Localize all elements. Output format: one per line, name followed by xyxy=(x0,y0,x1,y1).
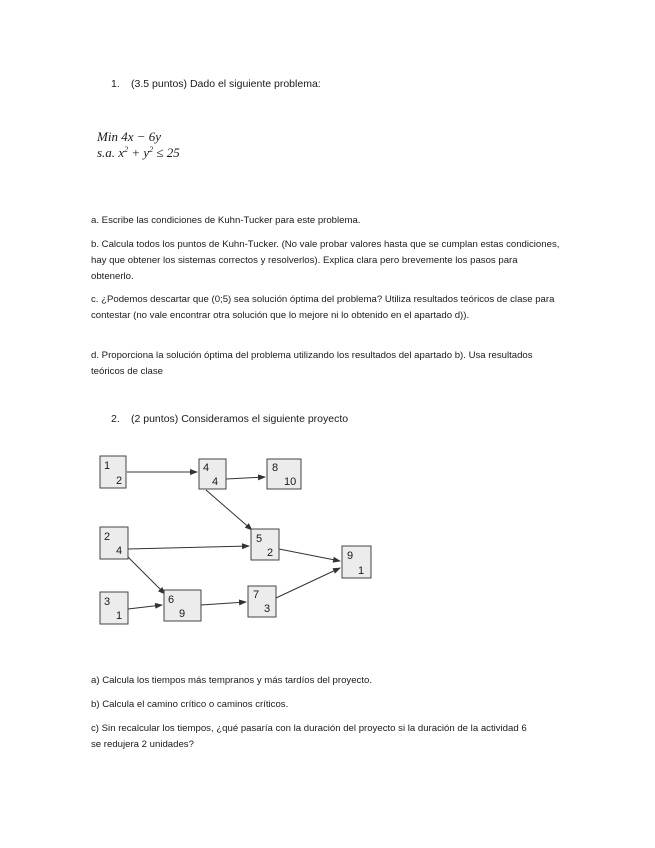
constraint-x-exponent: 2 xyxy=(124,145,129,154)
edge-2-5 xyxy=(128,546,249,549)
node-7-id: 7 xyxy=(253,589,260,601)
node-8-duration: 10 xyxy=(284,476,297,488)
constraint-x: x xyxy=(118,145,125,160)
question-1-number: 1. xyxy=(111,78,120,90)
node-2-duration: 4 xyxy=(116,545,123,557)
node-1-id: 1 xyxy=(104,460,111,472)
node-2 xyxy=(100,527,128,559)
node-8 xyxy=(267,459,301,489)
question-2-part-a: a) Calcula los tiempos más tempranos y más tardíos del proyecto. xyxy=(91,675,373,686)
node-6 xyxy=(164,590,201,621)
question-1-heading: (3.5 puntos) Dado el siguiente problema: xyxy=(131,78,321,90)
edge-3-6 xyxy=(128,605,162,609)
constraint-label: s.a. xyxy=(97,145,116,160)
edge-2-6 xyxy=(128,557,165,594)
objective-expression: 4x − 6y xyxy=(121,129,162,144)
node-9 xyxy=(342,546,371,578)
question-1-part-b: b. Calcula todos los puntos de Kuhn-Tucker. (No vale probar valores hasta que se cumplan estas condiciones, hay que obtener los sistemas correctos y resolverlos). Explica clara pero brevemente los pasos para obtenerlo. xyxy=(91,239,560,282)
node-4-duration: 4 xyxy=(212,476,219,488)
node-7-duration: 3 xyxy=(264,603,271,615)
network-edges xyxy=(127,472,340,609)
node-5-id: 5 xyxy=(256,533,263,545)
node-3 xyxy=(100,592,128,624)
question-2-part-b: b) Calcula el camino crítico o caminos críticos. xyxy=(91,699,289,710)
node-8-id: 8 xyxy=(272,462,279,474)
edge-7-9 xyxy=(276,568,340,598)
question-2-number: 2. xyxy=(111,413,120,425)
constraint-bound: ≤ 25 xyxy=(153,145,180,160)
edge-4-8 xyxy=(226,477,265,479)
node-5-duration: 2 xyxy=(267,547,274,559)
node-9-duration: 1 xyxy=(358,565,365,577)
objective-label: Min xyxy=(97,129,118,144)
node-3-duration: 1 xyxy=(116,610,123,622)
edge-5-9 xyxy=(279,549,340,561)
question-1-part-c: c. ¿Podemos descartar que (0;5) sea solución óptima del problema? Utiliza resultados teóricos de clase para contestar (no vale encontrar otra solución que lo mejore ni lo obtenido en el apartado d)). xyxy=(91,294,555,321)
node-6-duration: 9 xyxy=(179,608,186,620)
node-1 xyxy=(100,456,126,488)
question-1-part-a: a. Escribe las condiciones de Kuhn-Tucker para este problema. xyxy=(91,215,361,226)
constraint-y: + y xyxy=(128,145,150,160)
question-2-part-c: c) Sin recalcular los tiempos, ¿qué pasaría con la duración del proyecto si la duración de la actividad 6 se redujera 2 unidades? xyxy=(91,723,527,750)
node-1-duration: 2 xyxy=(116,475,123,487)
edge-4-5 xyxy=(206,490,252,530)
constraint-y-exponent: 2 xyxy=(149,145,154,154)
node-5 xyxy=(251,529,279,560)
node-4 xyxy=(199,459,226,489)
question-1-part-d: d. Proporciona la solución óptima del problema utilizando los resultados del apartado b). Usa resultados teóricos de clase xyxy=(91,350,533,377)
node-4-id: 4 xyxy=(203,462,210,474)
node-6-id: 6 xyxy=(168,594,175,606)
node-2-id: 2 xyxy=(104,531,111,543)
node-3-id: 3 xyxy=(104,596,111,608)
edge-6-7 xyxy=(201,602,246,605)
node-9-id: 9 xyxy=(347,550,354,562)
node-7 xyxy=(248,586,276,617)
question-2-heading: (2 puntos) Consideramos el siguiente proyecto xyxy=(131,413,349,425)
